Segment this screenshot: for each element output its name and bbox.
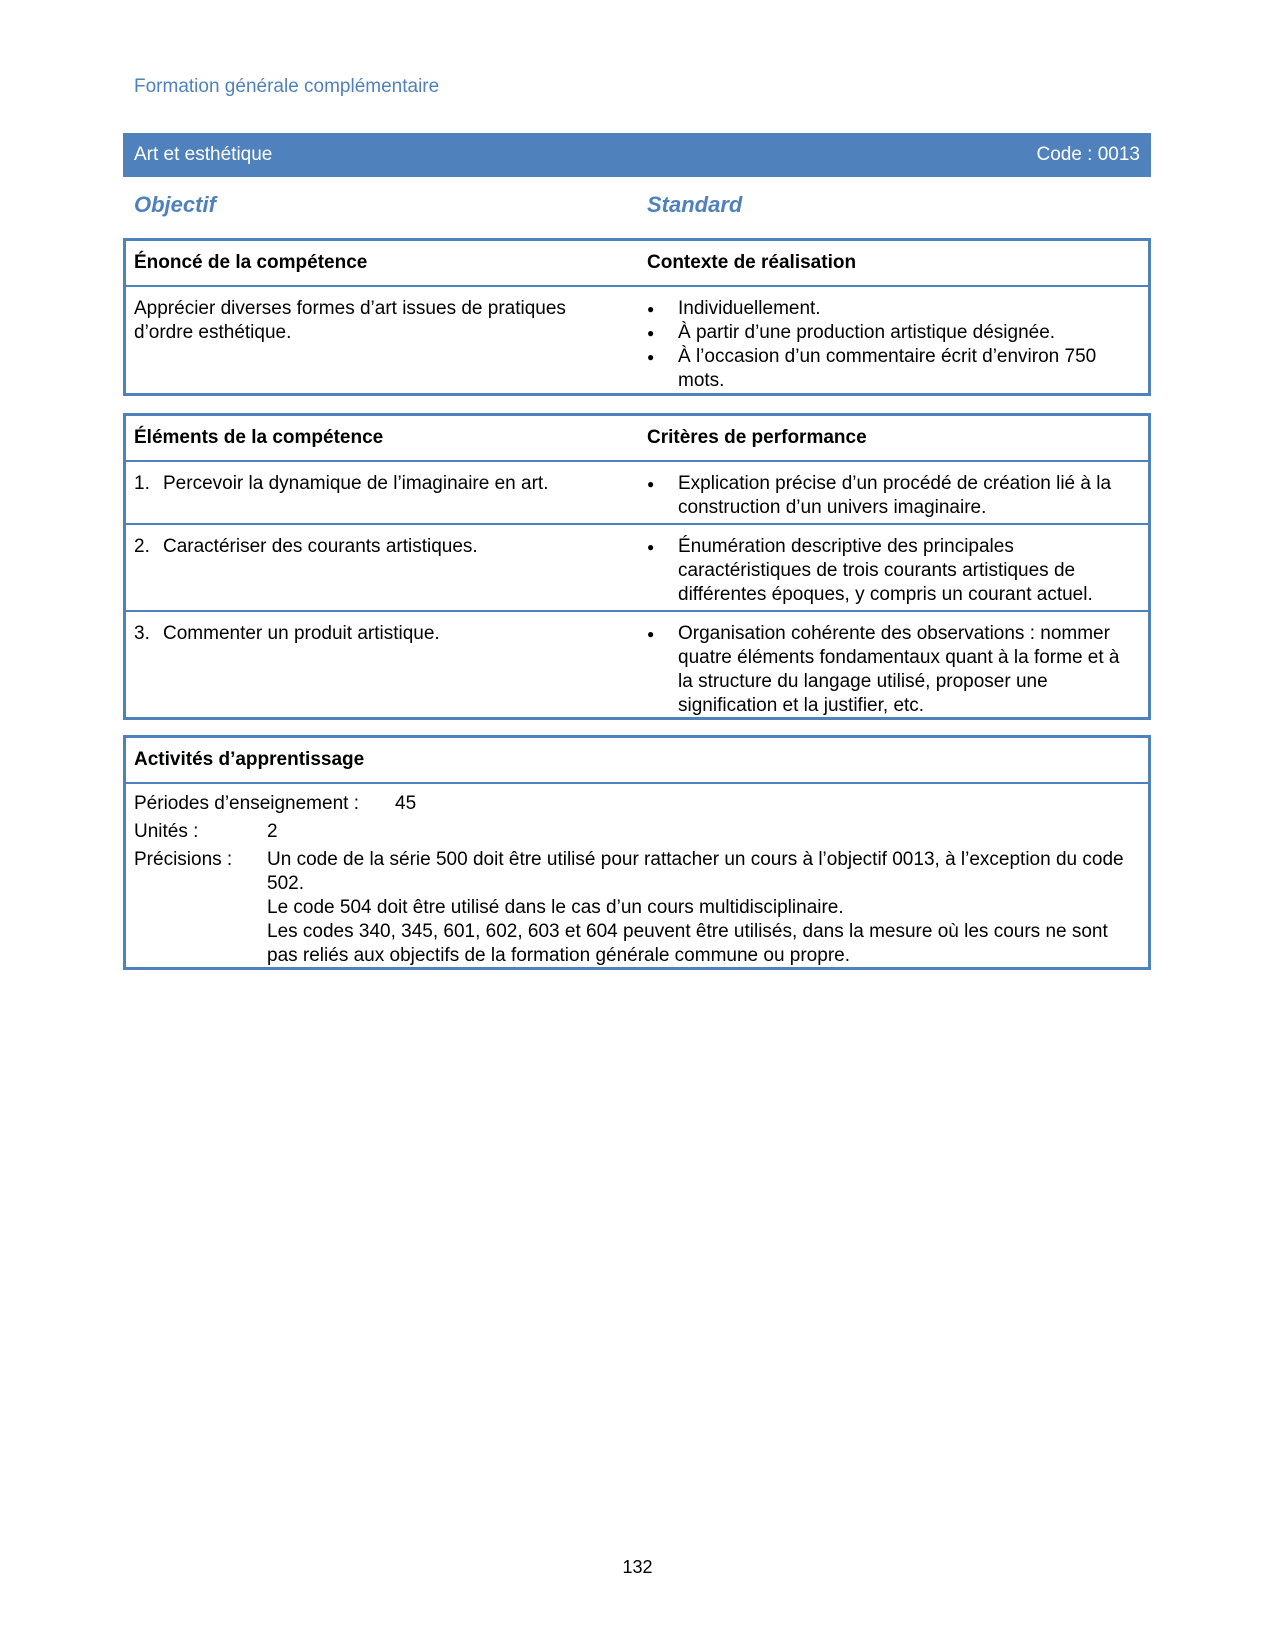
units-value: 2 (267, 821, 278, 842)
precision-item: Les codes 340, 345, 601, 602, 603 et 604 peuvent être utilisés, dans la mesure où les cours ne sont pas reliés aux objectifs de la formation générale commune ou propre. (267, 921, 1108, 966)
competence-statement: Apprécier diverses formes d’art issues de pratiques d’ordre esthétique. (134, 298, 566, 343)
course-title: Art et esthétique (134, 144, 273, 165)
element-text: Caractériser des courants artistiques. (163, 536, 478, 557)
periods-line (134, 792, 1140, 816)
page-number: 132 (622, 1557, 653, 1577)
criteria-cell (647, 622, 1132, 718)
course-code: Code : 0013 (1036, 144, 1140, 165)
element-number: 2. (134, 536, 150, 557)
element-number: 1. (134, 473, 150, 494)
table-row (126, 612, 1148, 721)
element-cell (134, 622, 634, 646)
criteria-item: ● Organisation cohérente des observations : nommer quatre éléments fondamentaux quant à la forme et à la structure du langage utilisé, proposer une signification et la justifier, etc. (647, 622, 1132, 718)
element-number: 3. (134, 623, 150, 644)
objective-heading: Objectif (134, 192, 216, 217)
section-title: Formation générale complémentaire (134, 76, 440, 97)
context-list (647, 297, 1132, 393)
context-item: ● À l’occasion d’un commentaire écrit d’environ 750 mots. (647, 345, 1132, 393)
table-row (126, 525, 1148, 612)
element-cell (134, 535, 634, 559)
standard-heading: Standard (647, 192, 743, 217)
column-headings (134, 192, 1144, 222)
activities-header: Activités d’apprentissage (134, 749, 365, 770)
criteria-item: ● Énumération descriptive des principales caractéristiques de trois courants artistiques de différentes époques, y compris un courant actuel. (647, 535, 1132, 607)
periods-label: Périodes d’enseignement : (134, 793, 359, 814)
criteria-header: Critères de performance (647, 427, 867, 448)
elements-table (123, 413, 1151, 720)
competence-header-row (126, 241, 1148, 287)
context-cell (647, 297, 1132, 393)
criteria-cell (647, 535, 1132, 607)
precision-item: Un code de la série 500 doit être utilisé pour rattacher un cours à l’objectif 0013, à l’exception du code 502. (267, 849, 1124, 894)
statement-header: Énoncé de la compétence (134, 252, 368, 273)
criteria-cell (647, 472, 1132, 520)
context-item: ● Individuellement. (647, 297, 1132, 321)
activities-header-row (126, 738, 1148, 784)
competence-table (123, 238, 1151, 396)
table-row (126, 462, 1148, 525)
units-line (134, 820, 1140, 844)
context-header: Contexte de réalisation (647, 252, 857, 273)
course-title-bar (123, 133, 1151, 177)
element-cell (134, 472, 634, 496)
units-label: Unités : (134, 821, 199, 842)
activities-body (126, 784, 1148, 976)
precisions-label: Précisions : (134, 849, 233, 870)
precision-item: Le code 504 doit être utilisé dans le cas d’un cours multidisciplinaire. (267, 897, 844, 918)
precisions-line (134, 848, 1140, 968)
context-item: ● À partir d’une production artistique désignée. (647, 321, 1132, 345)
competence-row (126, 287, 1148, 395)
precisions-text (267, 848, 1127, 968)
element-text: Commenter un produit artistique. (163, 623, 440, 644)
element-text: Percevoir la dynamique de l’imaginaire en art. (163, 473, 549, 494)
elements-header: Éléments de la compétence (134, 427, 384, 448)
periods-value: 45 (395, 793, 417, 814)
elements-header-row (126, 416, 1148, 462)
criteria-item: ● Explication précise d’un procédé de création lié à la construction d’un univers imaginaire. (647, 472, 1132, 520)
activities-table (123, 735, 1151, 970)
